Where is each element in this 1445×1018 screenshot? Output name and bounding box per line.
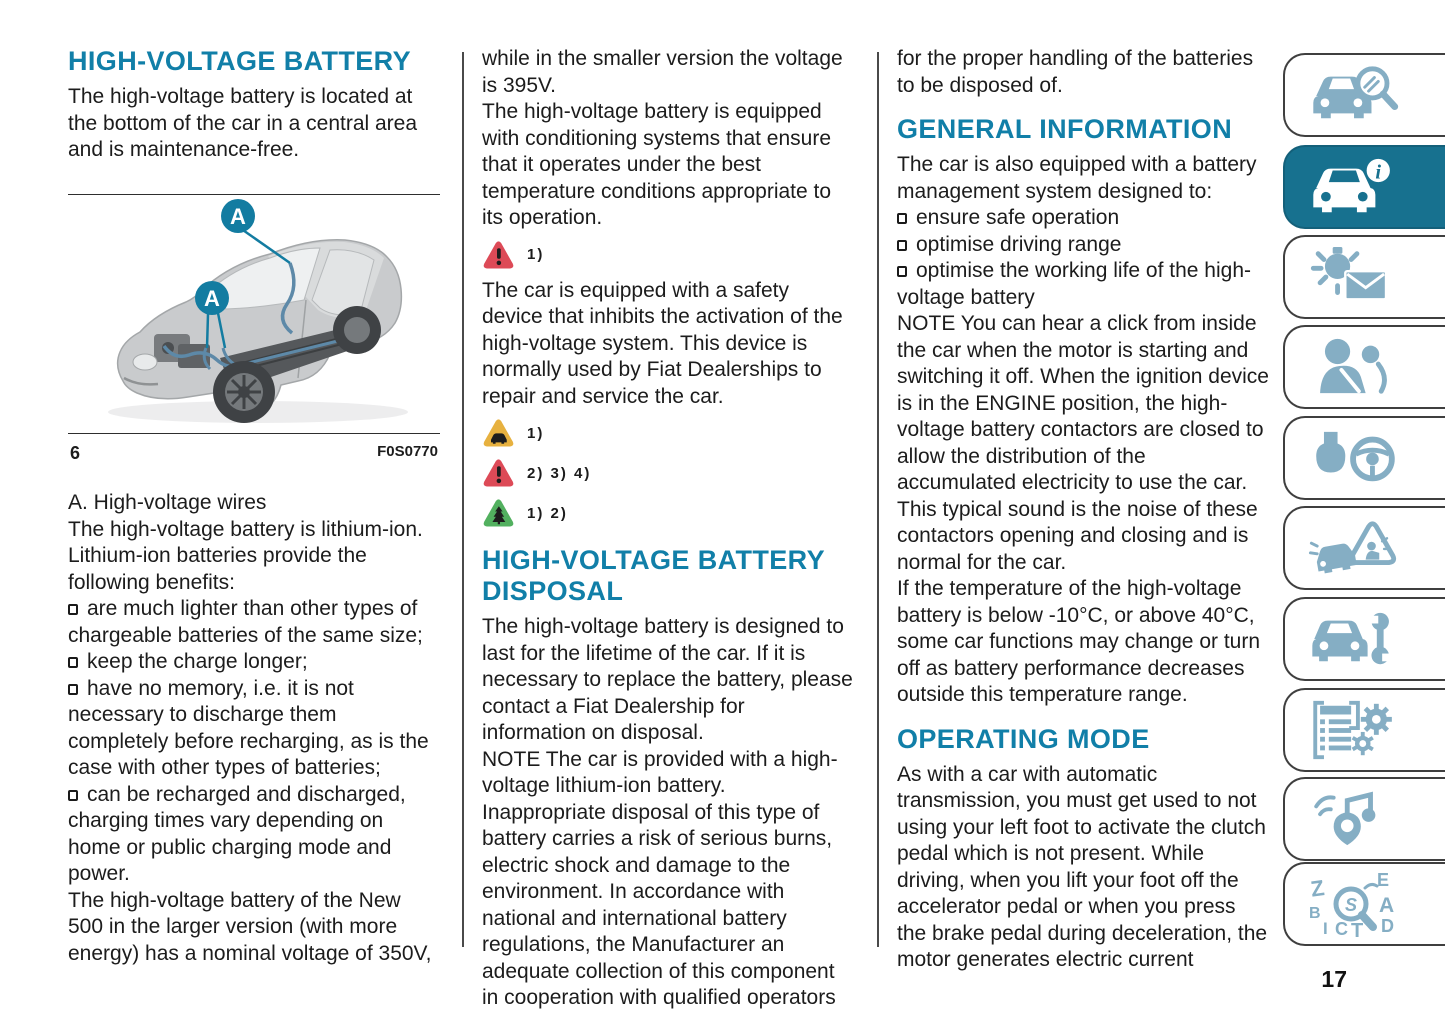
paragraph: The high-voltage battery is lithium-ion. Lithium-ion batteries provide the following benefits: <box>68 517 423 594</box>
paragraph: The high-voltage battery of the New 500 in the larger version (with more energy) has a nominal voltage of 350V, <box>68 888 432 965</box>
index-search-icon <box>1305 870 1405 938</box>
paragraph: The car is also equipped with a battery management system designed to: <box>897 153 1257 203</box>
paragraph: As with a car with automatic transmission, you must get used to not using your left foot to activate the clutch pedal which is not present. While driving, when you lift your foot off the accelerator pedal or when you press the brake pedal during deceleration, the motor generates electric current <box>897 762 1268 971</box>
sidebar-tab-knowing-the-car-active[interactable] <box>1283 145 1445 229</box>
paragraph: The high-voltage battery is designed to last for the lifetime of the car. If it is necessary to replace the battery, please contact a Fiat Dealership for information on disposal. <box>482 615 853 744</box>
square-bullet-icon <box>68 684 78 695</box>
car-info-icon <box>1305 155 1405 219</box>
sidebar-tab-servicing-and-care[interactable] <box>1283 597 1445 681</box>
paragraph: The high-voltage battery is located at the bottom of the car in a central area and is maintenance-free. <box>68 85 418 161</box>
bullet-item: keep the charge longer; <box>68 649 440 676</box>
sidebar-tab-multimedia[interactable] <box>1283 777 1445 861</box>
callout-a-mid <box>195 281 229 315</box>
warning-triangle-yellow-car-icon <box>482 418 515 448</box>
bullet-item: have no memory, i.e. it is not necessary to discharge them completely before recharging, as is the case with other types of batteries; <box>68 676 429 780</box>
svg-text:A: A <box>230 203 246 229</box>
sidebar-tab-index[interactable] <box>1283 862 1445 946</box>
svg-text:T: T <box>1351 920 1364 938</box>
paragraph: The car is equipped with a safety device that inhibits the activation of the high-voltage system. This device is normally used by Fiat Dealerships to repair and service the car. <box>482 278 843 408</box>
figure-legend: A. High-voltage wires <box>68 491 267 515</box>
square-bullet-icon <box>68 604 78 615</box>
paragraph: If the temperature of the high-voltage battery is below -10°C, or above 40°C, some car functions may change or turn off as battery performance decreases outside this temperature range. <box>897 577 1261 706</box>
square-bullet-icon <box>897 266 907 277</box>
reference-numbers: 1) <box>527 424 545 442</box>
svg-text:Z: Z <box>1309 875 1326 902</box>
column-divider <box>877 52 879 947</box>
paragraph: NOTE The car is provided with a high-voltage lithium-ion battery. Inappropriate disposal of this type of battery carries a risk of serious burns, electric shock and damage to the environment. In accordance with national and international battery regulations, the Manufacturer an adequate collection of this component in cooperation with qualified operators <box>482 747 838 1009</box>
car-illustration <box>68 196 438 432</box>
heading-battery-disposal: HIGH-VOLTAGE BATTERY DISPOSAL <box>482 545 825 606</box>
sidebar-tab-technical-data[interactable] <box>1283 688 1445 772</box>
reference-numbers: 1) 2) <box>527 504 568 522</box>
caution-reference-row <box>482 416 854 450</box>
figure-rule-top <box>68 194 440 195</box>
bullet-item: are much lighter than other types of chargeable batteries of the same size; <box>68 597 423 647</box>
paragraph: The high-voltage battery is equipped with conditioning systems that ensure that it operates under the best temperature conditions appropriate to its operation. <box>482 100 832 229</box>
page-number: 17 <box>1321 966 1347 992</box>
warning-triangle-green-tree-icon <box>482 498 515 528</box>
svg-text:i: i <box>1375 161 1382 184</box>
heading-operating-mode: OPERATING MODE <box>897 723 1150 754</box>
emergency-triangle-icon <box>1305 516 1405 580</box>
svg-text:C: C <box>1335 919 1348 938</box>
warning-triangle-red-icon <box>482 240 515 270</box>
multimedia-icon <box>1305 787 1405 851</box>
warning-triangle-red-icon <box>482 458 515 488</box>
svg-text:E: E <box>1377 870 1390 890</box>
figure-code: F0S0770 <box>377 443 438 461</box>
sidebar-tab-safety[interactable] <box>1283 325 1445 409</box>
warning-reference-row <box>482 456 854 490</box>
bullet-item: optimise driving range <box>897 232 1269 259</box>
paragraph: while in the smaller version the voltage is 395V. <box>482 47 843 97</box>
sidebar-tab-knowing-your-car[interactable] <box>1283 53 1445 137</box>
figure-number: 6 <box>70 443 81 464</box>
reference-numbers: 2) 3) 4) <box>527 464 592 482</box>
svg-text:D: D <box>1381 916 1394 936</box>
paragraph: for the proper handling of the batteries to be disposed of. <box>897 47 1254 97</box>
car-wrench-icon <box>1305 607 1405 671</box>
column-divider <box>462 52 464 947</box>
car-search-icon <box>1305 63 1405 127</box>
bullet-item: ensure safe operation <box>897 205 1269 232</box>
svg-text:S: S <box>1344 895 1358 915</box>
svg-text:A: A <box>204 285 220 311</box>
warning-lights-icon <box>1305 245 1405 309</box>
column-1 <box>68 46 440 967</box>
key-steering-icon <box>1305 426 1405 490</box>
reference-numbers: 1) <box>527 246 545 263</box>
square-bullet-icon <box>68 657 78 668</box>
heading-high-voltage-battery: HIGH-VOLTAGE BATTERY <box>68 46 411 76</box>
callout-a-top <box>221 199 255 233</box>
column-3 <box>897 46 1269 974</box>
svg-text:I: I <box>1323 919 1328 938</box>
bullet-item: can be recharged and discharged, charging times vary depending on home or public charging mode and power. <box>68 782 406 886</box>
sidebar-tab-warning-lights[interactable] <box>1283 235 1445 319</box>
warning-reference-row <box>482 238 854 272</box>
sidebar-tab-in-an-emergency[interactable] <box>1283 506 1445 590</box>
sidebar-tab-starting-and-driving[interactable] <box>1283 416 1445 500</box>
figure-caption <box>68 434 440 464</box>
column-2 <box>482 46 854 1012</box>
heading-general-information: GENERAL INFORMATION <box>897 114 1233 144</box>
environment-reference-row <box>482 496 854 530</box>
safety-airbag-icon <box>1305 335 1405 399</box>
square-bullet-icon <box>897 240 907 251</box>
svg-text:A: A <box>1379 894 1395 917</box>
figure-high-voltage-wires <box>68 194 440 465</box>
square-bullet-icon <box>68 790 78 801</box>
list-gears-icon <box>1305 698 1405 762</box>
svg-text:B: B <box>1309 905 1321 922</box>
paragraph: NOTE You can hear a click from inside the car when the motor is starting and switching it off. When the ignition device is in the ENGINE position, the high-voltage battery contactors are closed to allow the distribution of the accumulated electricity to use the car. This typical sound is the noise of these contactors opening and closing and is normal for the car. <box>897 312 1269 574</box>
square-bullet-icon <box>897 213 907 224</box>
bullet-item: optimise the working life of the high-voltage battery <box>897 259 1252 309</box>
